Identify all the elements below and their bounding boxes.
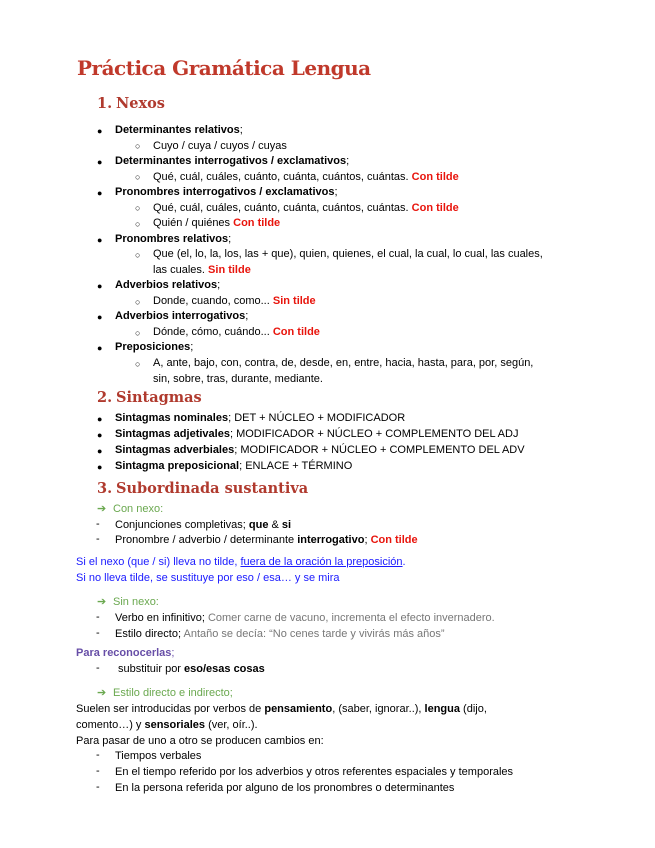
list-item: En el tiempo referido por los adverbios y otros referentes espaciales y temporales xyxy=(115,766,514,778)
list-item xyxy=(115,278,220,293)
list-item xyxy=(115,533,418,548)
item-text: Estilo directo; xyxy=(115,628,184,640)
bullet-icon: ● xyxy=(97,188,103,198)
circle-bullet-icon: ○ xyxy=(135,359,141,369)
dash-bullet: - xyxy=(96,518,100,530)
example-text: Comer carne de vacuno, incrementa el efecto invernadero. xyxy=(207,612,495,624)
circle-bullet-icon: ○ xyxy=(135,328,141,338)
sub-list-item: Cuyo / cuya / cuyos / cuyas xyxy=(153,140,287,152)
sub-list-item-continued: sin, sobre, tras, durante, mediante. xyxy=(153,373,323,385)
item-separator: ; xyxy=(171,647,175,659)
subheading-text: Para reconocerlas xyxy=(76,647,172,659)
item-label: Sintagmas adjetivales xyxy=(115,428,230,440)
list-item xyxy=(115,427,518,442)
section-number: 2. xyxy=(97,389,113,406)
list-item xyxy=(115,123,243,138)
sub-item-text: Quién / quiénes xyxy=(153,217,231,229)
para-text: comento…) y xyxy=(76,719,145,731)
circle-bullet-icon: ○ xyxy=(135,297,141,307)
list-item xyxy=(115,340,193,355)
item-separator: ; xyxy=(245,310,249,322)
subheading-text: Con nexo: xyxy=(113,503,164,515)
sub-list-item: A, ante, bajo, con, contra, de, desde, en, entre, hacia, hasta, para, por, según, xyxy=(153,357,534,369)
list-item xyxy=(115,154,349,169)
sub-item-text: Qué, cuál, cuáles, cuánto, cuánta, cuántos, cuántas. xyxy=(153,202,409,214)
bullet-icon: ● xyxy=(97,462,103,472)
item-label: Sintagmas adverbiales xyxy=(115,444,235,456)
sub-list-item-continued xyxy=(153,263,251,278)
bullet-icon: ● xyxy=(97,281,103,291)
tilde-tag: Con tilde xyxy=(370,534,418,546)
section-number: 1. xyxy=(97,95,113,112)
list-item: En la persona referida por alguno de los pronombres o determinantes xyxy=(115,782,455,794)
item-text: ; MODIFICADOR + NÚCLEO + COMPLEMENTO DEL ADV xyxy=(234,444,525,456)
note-line: Si no lleva tilde, se sustituye por eso / esa… y se mira xyxy=(76,572,340,584)
estilo-heading xyxy=(97,686,233,701)
tilde-tag: Con tilde xyxy=(411,171,459,183)
dash-bullet: - xyxy=(96,765,100,777)
sin-nexo-heading xyxy=(97,595,159,610)
item-text: ; xyxy=(364,534,371,546)
item-separator: ; xyxy=(334,186,338,198)
bullet-icon: ● xyxy=(97,343,103,353)
para-text: Suelen ser introducidas por verbos de xyxy=(76,703,265,715)
circle-bullet-icon: ○ xyxy=(135,172,141,182)
sub-list-item xyxy=(153,170,459,185)
section-title: Sintagmas xyxy=(116,389,202,406)
list-item xyxy=(115,459,352,474)
bullet-icon: ● xyxy=(97,446,103,456)
page-title: Práctica Gramática Lengua xyxy=(77,56,371,80)
bullet-icon: ● xyxy=(97,414,103,424)
sub-list-item xyxy=(153,325,320,340)
item-label: Adverbios interrogativos xyxy=(115,310,246,322)
item-text: & xyxy=(268,519,282,531)
item-separator: ; xyxy=(190,341,194,353)
item-text: substituir por xyxy=(118,663,185,675)
con-nexo-heading xyxy=(97,502,163,517)
item-bold: si xyxy=(281,519,292,531)
sub-list-item xyxy=(153,216,280,231)
item-label: Adverbios relativos xyxy=(115,279,218,291)
section-number: 3. xyxy=(97,480,113,497)
item-bold: que xyxy=(248,519,269,531)
item-label: Determinantes relativos xyxy=(115,124,240,136)
sub-item-text: Dónde, cómo, cuándo... xyxy=(153,326,270,338)
sub-item-text: Qué, cuál, cuáles, cuánto, cuánta, cuántos, cuántas. xyxy=(153,171,409,183)
item-label: Preposiciones xyxy=(115,341,191,353)
para-text: , (saber, ignorar..), xyxy=(332,703,425,715)
section-title: Subordinada sustantiva xyxy=(116,480,309,497)
dash-bullet: - xyxy=(96,627,100,639)
list-item xyxy=(115,443,525,458)
arrow-right-icon: ➔ xyxy=(97,503,107,515)
section-title: Nexos xyxy=(116,95,165,112)
subheading-text: Estilo directo e indirecto; xyxy=(113,687,233,699)
item-text: Pronombre / adverbio / determinante xyxy=(115,534,298,546)
item-text: ; ENLACE + TÉRMINO xyxy=(239,460,353,472)
sub-list-item xyxy=(153,294,316,309)
para-bold: lengua xyxy=(424,703,460,715)
tilde-tag: Sin tilde xyxy=(272,295,316,307)
item-bold: interrogativo xyxy=(297,534,365,546)
circle-bullet-icon: ○ xyxy=(135,141,141,151)
list-item xyxy=(115,518,291,533)
para-text: (ver, oír..). xyxy=(205,719,258,731)
item-text: Conjunciones completivas; xyxy=(115,519,249,531)
item-label: Determinantes interrogativos / exclamativos xyxy=(115,155,347,167)
dash-bullet: - xyxy=(96,611,100,623)
tilde-tag: Con tilde xyxy=(411,202,459,214)
item-text: Verbo en infinitivo; xyxy=(115,612,208,624)
sub-list-item xyxy=(153,201,459,216)
bullet-icon: ● xyxy=(97,157,103,167)
note-link[interactable]: fuera de la oración la preposición xyxy=(240,556,403,568)
item-separator: ; xyxy=(228,233,232,245)
list-item xyxy=(115,411,405,426)
list-item xyxy=(118,662,265,677)
list-item xyxy=(115,309,248,324)
paragraph-line xyxy=(76,718,258,733)
item-bold: eso/esas cosas xyxy=(184,663,265,675)
section-heading-sintagmas xyxy=(97,389,202,406)
tilde-tag: Con tilde xyxy=(233,217,281,229)
note-text: Si el nexo (que / si) lleva no tilde, xyxy=(76,556,241,568)
paragraph-line: Para pasar de uno a otro se producen cambios en: xyxy=(76,735,324,747)
dash-bullet: - xyxy=(96,662,100,674)
item-separator: ; xyxy=(239,124,243,136)
dash-bullet: - xyxy=(96,749,100,761)
sub-item-text: las cuales. xyxy=(153,264,205,276)
circle-bullet-icon: ○ xyxy=(135,203,141,213)
item-label: Sintagmas nominales xyxy=(115,412,229,424)
bullet-icon: ● xyxy=(97,235,103,245)
list-item xyxy=(115,627,445,642)
tilde-tag: Con tilde xyxy=(272,326,320,338)
arrow-right-icon: ➔ xyxy=(97,687,107,699)
bullet-icon: ● xyxy=(97,430,103,440)
bullet-icon: ● xyxy=(97,126,103,136)
sub-list-item: Que (el, lo, la, los, las + que), quien, quienes, el cual, la cual, lo cual, las cuales, xyxy=(153,248,543,260)
note-line xyxy=(76,555,406,570)
item-label: Pronombres relativos xyxy=(115,233,229,245)
para-bold: sensoriales xyxy=(144,719,206,731)
dash-bullet: - xyxy=(96,781,100,793)
reconocer-heading xyxy=(76,646,174,661)
circle-bullet-icon: ○ xyxy=(135,250,141,260)
circle-bullet-icon: ○ xyxy=(135,219,141,229)
sub-item-text: Donde, cuando, como... xyxy=(153,295,270,307)
item-separator: ; xyxy=(346,155,350,167)
dash-bullet: - xyxy=(96,533,100,545)
subheading-text: Sin nexo: xyxy=(113,596,159,608)
section-heading-subordinada xyxy=(97,480,308,497)
item-text: ; MODIFICADOR + NÚCLEO + COMPLEMENTO DEL ADJ xyxy=(229,428,519,440)
para-bold: pensamiento xyxy=(264,703,333,715)
item-label: Pronombres interrogativos / exclamativos xyxy=(115,186,335,198)
bullet-icon: ● xyxy=(97,312,103,322)
list-item xyxy=(115,611,495,626)
item-text: ; DET + NÚCLEO + MODIFICADOR xyxy=(228,412,406,424)
section-heading-nexos xyxy=(97,95,165,112)
tilde-tag: Sin tilde xyxy=(208,264,251,276)
list-item xyxy=(115,185,338,200)
para-text: (dijo, xyxy=(459,703,487,715)
arrow-right-icon: ➔ xyxy=(97,596,107,608)
note-text: . xyxy=(402,556,406,568)
list-item xyxy=(115,232,231,247)
item-label: Sintagma preposicional xyxy=(115,460,240,472)
paragraph-line xyxy=(76,702,487,717)
example-text: Antaño se decía: “No cenes tarde y vivirás más años” xyxy=(183,628,445,640)
list-item: Tiempos verbales xyxy=(115,750,202,762)
item-separator: ; xyxy=(217,279,221,291)
